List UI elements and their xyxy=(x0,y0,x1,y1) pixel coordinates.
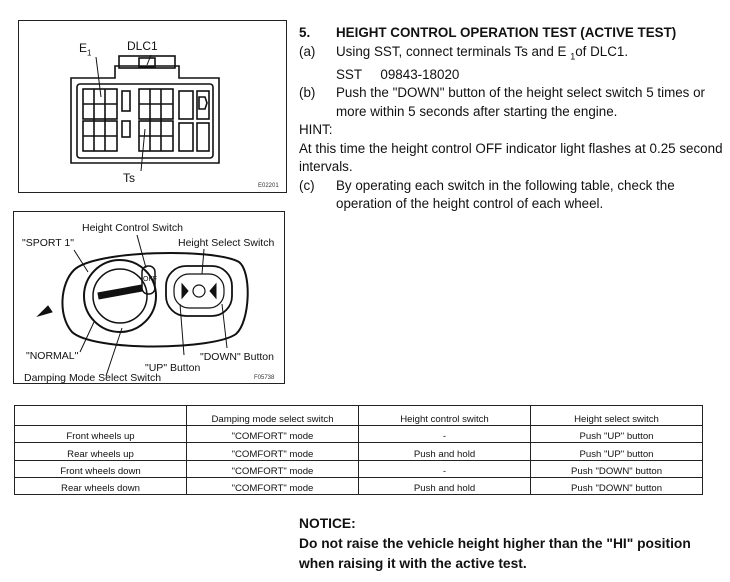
notice-label: NOTICE: xyxy=(299,516,356,531)
step-b xyxy=(299,84,724,121)
label-e1-subscript: 1 xyxy=(87,48,92,58)
notice-text: Do not raise the vehicle height higher than the "HI" position when raising it with the active test. xyxy=(299,536,691,571)
table-header-cell: Damping mode select switch xyxy=(187,406,359,426)
step-a-text: Using SST, connect terminals Ts and E $_1$of DLC1. xyxy=(336,43,629,62)
step-c xyxy=(299,177,724,214)
table-cell: Push "UP" button xyxy=(531,443,703,460)
table-cell: "COMFORT" mode xyxy=(187,443,359,460)
table-cell: Front wheels down xyxy=(15,460,187,477)
step-c-text: By operating each switch in the following table, check the operation of the height control of each wheel. xyxy=(336,177,675,212)
section-heading: HEIGHT CONTROL OPERATION TEST (ACTIVE TEST) xyxy=(336,25,677,40)
label-height-select-switch: Height Select Switch xyxy=(178,237,275,249)
label-e1: $E_1$ xyxy=(79,41,92,58)
label-sport-1: "SPORT 1" xyxy=(22,237,75,249)
label-height-control-switch: Height Control Switch xyxy=(82,222,183,234)
table-cell: Push "DOWN" button xyxy=(531,460,703,477)
figure-code-dlc: E02201 xyxy=(258,183,279,189)
step-a xyxy=(299,43,724,85)
height-control-switch-figure xyxy=(13,211,285,384)
table-cell: Push and hold xyxy=(359,443,531,460)
table-cell: Push and hold xyxy=(359,477,531,494)
step-a-marker: (a) xyxy=(299,43,316,59)
section-heading-row xyxy=(299,24,724,43)
section-number: 5. xyxy=(299,25,311,40)
hint-text: At this time the height control OFF indicator light flashes at 0.25 second intervals. xyxy=(299,140,723,175)
table-cell: Rear wheels down xyxy=(15,477,187,494)
table-row xyxy=(15,426,703,443)
label-up-button: "UP" Button xyxy=(145,362,201,374)
step-b-marker: (b) xyxy=(299,85,316,101)
step-a-sst: SST 09843-18020 xyxy=(336,66,460,82)
table-cell: "COMFORT" mode xyxy=(187,460,359,477)
table-header-cell: Height control switch xyxy=(359,406,531,426)
label-down-button: "DOWN" Button xyxy=(200,351,274,363)
table-cell: "COMFORT" mode xyxy=(187,426,359,443)
table-row xyxy=(15,477,703,494)
instruction-section xyxy=(299,24,724,214)
table-cell: "COMFORT" mode xyxy=(187,477,359,494)
off-indicator-text: OFF xyxy=(143,276,157,283)
step-c-marker: (c) xyxy=(299,177,315,193)
table-cell: - xyxy=(359,426,531,443)
table-header-cell xyxy=(15,406,187,426)
table-header-row xyxy=(15,406,703,426)
step-a-subscript: 1 xyxy=(570,51,576,62)
table-header-cell: Height select switch xyxy=(531,406,703,426)
table-row xyxy=(15,460,703,477)
table-cell: - xyxy=(359,460,531,477)
table-cell: Push "DOWN" button xyxy=(531,477,703,494)
label-dlc1: DLC1 xyxy=(127,39,158,53)
dlc1-connector-figure xyxy=(18,20,287,193)
height-control-test-table xyxy=(14,405,703,495)
step-b-text: Push the "DOWN" button of the height select switch 5 times or more within 5 seconds after starting the engine. xyxy=(336,85,705,119)
table-cell: Rear wheels up xyxy=(15,443,187,460)
label-damping-mode-select-switch: Damping Mode Select Switch xyxy=(24,372,162,384)
table-cell: Front wheels up xyxy=(15,426,187,443)
table-row xyxy=(15,443,703,460)
label-ts: Ts xyxy=(123,171,135,185)
hint-label: HINT: xyxy=(299,122,333,138)
label-normal: "NORMAL" xyxy=(26,350,79,362)
figure-code-switch: F05738 xyxy=(254,375,275,381)
notice-block xyxy=(299,514,724,574)
table-cell: Push "UP" button xyxy=(531,426,703,443)
